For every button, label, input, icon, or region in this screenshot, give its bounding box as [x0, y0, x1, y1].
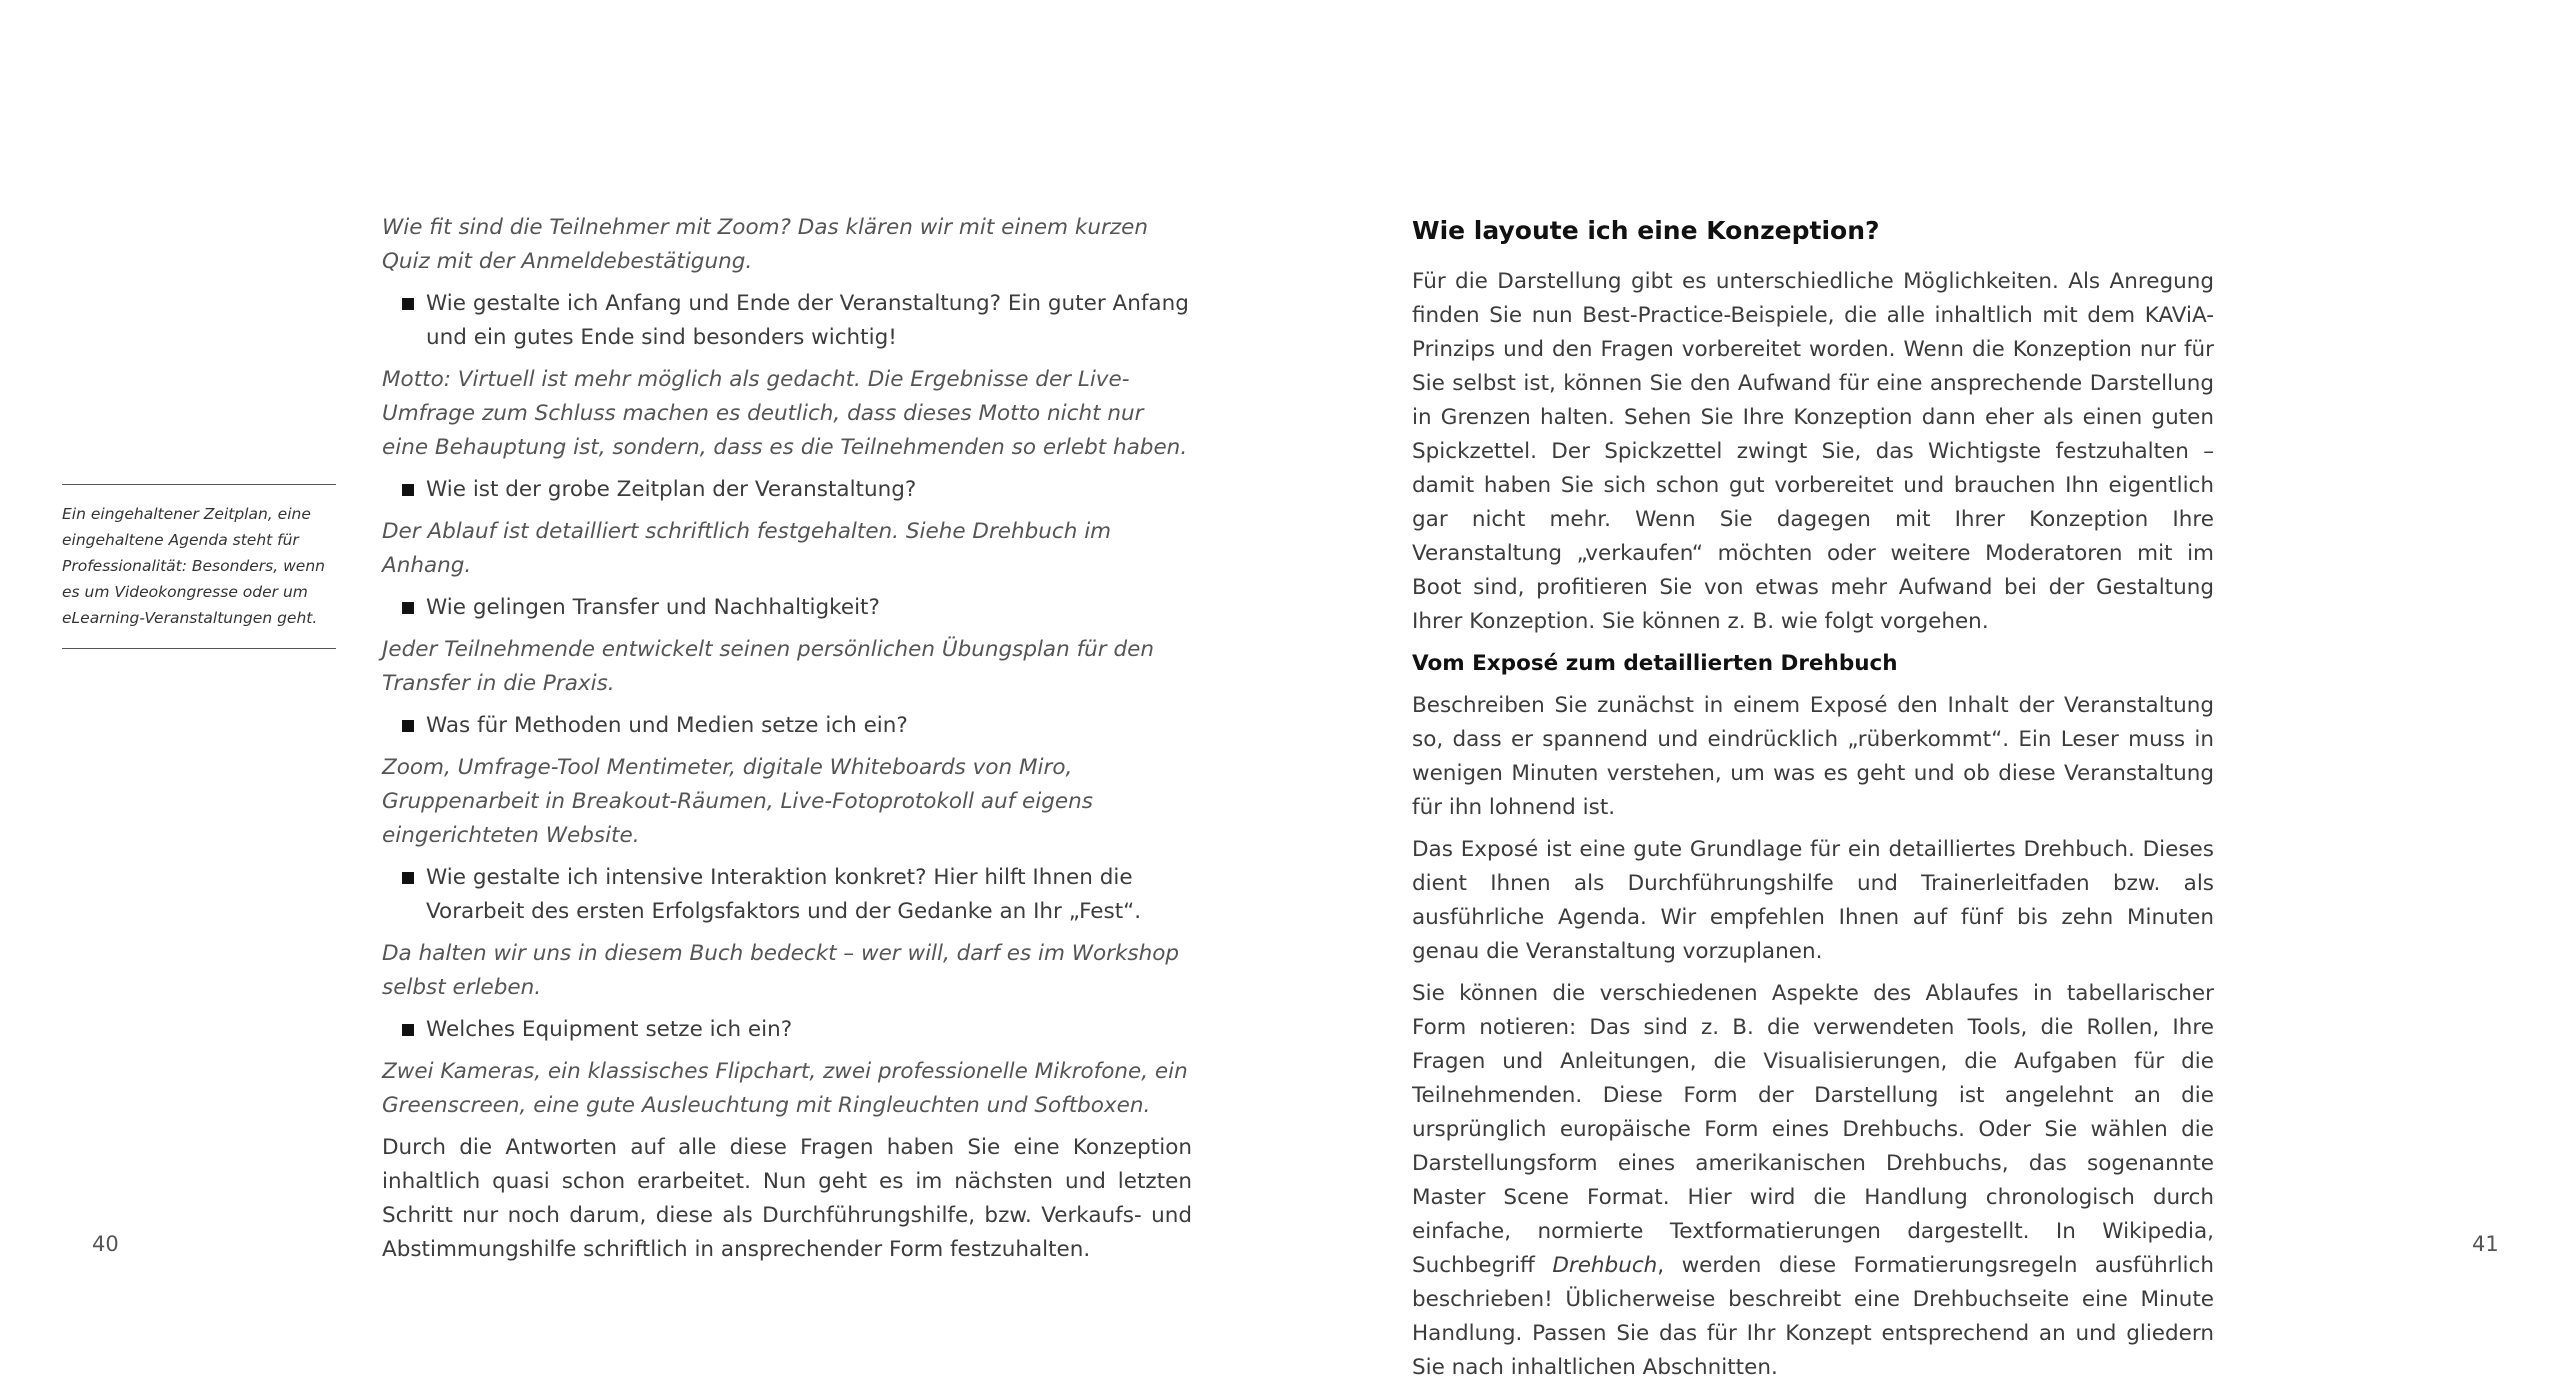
bullet-question: Wie gestalte ich Anfang und Ende der Veranstaltung? Ein guter Anfang und ein gutes Ende sind besonders wichtig!	[382, 287, 1192, 355]
bullet-question: Wie gestalte ich intensive Interaktion konkret? Hier hilft Ihnen die Vorarbeit des ersten Erfolgsfaktors und der Gedanke an Ihr „Fest“.	[382, 861, 1192, 929]
square-bullet-icon	[402, 484, 414, 496]
answer-text: Da halten wir uns in diesem Buch bedeckt – wer will, darf es im Workshop selbst erleben.	[382, 941, 1180, 1000]
square-bullet-icon	[402, 298, 414, 310]
bullet-question: Welches Equipment setze ich ein?	[382, 1013, 1192, 1047]
subheading: Vom Exposé zum detaillierten Drehbuch	[1412, 651, 1898, 676]
paragraph: Für die Darstellung gibt es unterschiedliche Möglichkeiten. Als Anregung finden Sie nun Best-Practice-Beispiele, die alle inhaltlich mit dem KAViA-Prinzips und den Fragen vorbereitet worden. Wenn die Konzeption nur für Sie selbst ist, können Sie den Aufwand für eine ansprechende Darstellung in Grenzen halten. Sehen Sie Ihre Konzeption dann eher als einen guten Spickzettel. Der Spickzettel zwingt Sie, das Wichtigste festzuhalten – damit haben Sie sich schon gut vorbereitet und brauchen Ihn eigentlich gar nicht mehr. Wenn Sie dagegen mit Ihrer Konzeption Ihre Veranstaltung „verkaufen“ möchten oder weitere Moderatoren mit im Boot sind, profitieren Sie von etwas mehr Aufwand bei der Gestaltung Ihrer Konzeption. Sie können z. B. wie folgt vorgehen.	[1412, 269, 2214, 634]
answer-text: Der Ablauf ist detailliert schriftlich festgehalten. Siehe Drehbuch im Anhang.	[382, 519, 1112, 578]
margin-note: Ein eingehaltener Zeitplan, eine eingehaltene Agenda steht für Professionalität: Besonders, wenn es um Videokongresse oder um eLearning-Veranstaltungen geht.	[62, 484, 336, 649]
closing-paragraph: Durch die Antworten auf alle diese Fragen haben Sie eine Konzeption inhaltlich quasi schon erarbeitet. Nun geht es im nächsten und letzten Schritt nur noch darum, diese als Durchführungshilfe, bzw. Verkaufs- und Abstimmungshilfe schriftlich in ansprechender Form festzuhalten.	[382, 1135, 1192, 1262]
left-page-body	[382, 211, 1192, 1267]
square-bullet-icon	[402, 602, 414, 614]
bullet-question: Wie gelingen Transfer und Nachhaltigkeit?	[382, 591, 1192, 625]
square-bullet-icon	[402, 720, 414, 732]
bullet-question: Wie ist der grobe Zeitplan der Veranstaltung?	[382, 473, 1192, 507]
paragraph: Das Exposé ist eine gute Grundlage für ein detailliertes Drehbuch. Dieses dient Ihnen als Durchführungshilfe und Trainerleitfaden bzw. als ausführliche Agenda. Wir empfehlen Ihnen auf fünf bis zehn Minuten genau die Veranstaltung vorzuplanen.	[1412, 837, 2214, 964]
page-number-left: 40	[92, 1232, 119, 1256]
answer-text: Wie fit sind die Teilnehmer mit Zoom? Das klären wir mit einem kurzen Quiz mit der Anmeldebestätigung.	[382, 215, 1148, 274]
square-bullet-icon	[402, 872, 414, 884]
answer-text: Motto: Virtuell ist mehr möglich als gedacht. Die Ergebnisse der Live-Umfrage zum Schluss machen es deutlich, dass dieses Motto nicht nur eine Behauptung ist, sondern, dass es die Teilnehmenden so erlebt haben.	[382, 367, 1188, 460]
paragraph: Beschreiben Sie zunächst in einem Exposé den Inhalt der Veranstaltung so, dass er spannend und eindrücklich „rüberkommt“. Ein Leser muss in wenigen Minuten verstehen, um was es geht und ob diese Veranstaltung für ihn lohnend ist.	[1412, 693, 2214, 820]
section-heading: Wie layoute ich eine Konzeption?	[1412, 216, 1880, 245]
square-bullet-icon	[402, 1024, 414, 1036]
paragraph: Sie können die verschiedenen Aspekte des Ablaufes in tabellarischer Form notieren: Das sind z. B. die verwendeten Tools, die Rollen, Ihre Fragen und Anleitungen, die Visualisierungen, die Aufgaben für die Teilnehmenden. Diese Form der Darstellung ist angelehnt an die ursprünglich europäische Form eines Drehbuchs. Oder Sie wählen die Darstellungsform eines amerikanischen Drehbuchs, das sogenannte Master Scene Format. Hier wird die Handlung chronologisch durch einfache, normierte Textformatierungen dargestellt. In Wikipedia, Suchbegriff Drehbuch, werden diese Formatierungsregeln ausführlich beschrieben! Üblicherweise beschreibt eine Drehbuchseite eine Minute Handlung. Passen Sie das für Ihr Konzept entsprechend an und gliedern Sie nach inhaltlichen Abschnitten.	[1412, 981, 2214, 1380]
bullet-question: Was für Methoden und Medien setze ich ein?	[382, 709, 1192, 743]
answer-text: Zwei Kameras, ein klassisches Flipchart, zwei professionelle Mikrofone, ein Greenscreen, eine gute Ausleuchtung mit Ringleuchten und Softboxen.	[382, 1059, 1188, 1118]
answer-text: Zoom, Umfrage-Tool Mentimeter, digitale Whiteboards von Miro, Gruppenarbeit in Breakout-Räumen, Live-Fotoprotokoll auf eigens eingerichteten Website.	[382, 755, 1093, 848]
page-number-right: 41	[2472, 1232, 2499, 1256]
right-page-body	[1412, 211, 2214, 1393]
answer-text: Jeder Teilnehmende entwickelt seinen persönlichen Übungsplan für den Transfer in die Praxis.	[382, 637, 1154, 696]
